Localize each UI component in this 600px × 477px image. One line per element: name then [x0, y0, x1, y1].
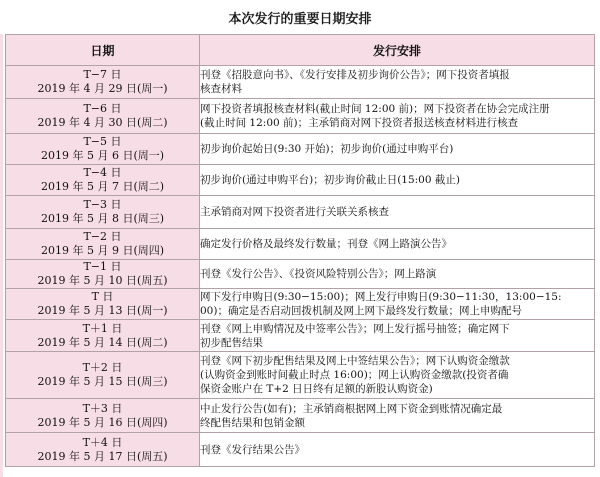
arrangement-line: 中止发行公告(如有)；主承销商根据网上网下资金到账情况确定最 [200, 402, 503, 415]
left-margin-strip [0, 34, 3, 477]
arrangement-cell [200, 260, 595, 289]
trade-day: T−3 日 [83, 198, 122, 211]
table-row [6, 260, 595, 289]
date-cell [6, 352, 200, 399]
calendar-date: 2019 年 5 月 14 日(周二) [37, 335, 168, 349]
table-row [6, 320, 595, 352]
date-cell [6, 289, 200, 320]
arrangement-cell [200, 165, 595, 196]
header-row [6, 35, 595, 66]
arrangement-line: 确定发行价格及最终发行数量；刊登《网上路演公告》 [200, 238, 452, 250]
table-row [6, 165, 595, 196]
table-row [6, 99, 595, 134]
table-row [6, 134, 595, 165]
table-title: 本次发行的重要日期安排 [0, 0, 600, 34]
table-row [6, 66, 595, 99]
arrangement-line: 初步配售结果 [200, 336, 263, 349]
trade-day: T 日 [91, 290, 114, 303]
calendar-date: 2019 年 5 月 9 日(周四) [40, 244, 165, 257]
arrangement-line: 主承销商对网下投资者进行关联关系核查 [200, 206, 389, 218]
trade-day: T＋1 日 [82, 321, 123, 335]
calendar-date: 2019 年 5 月 6 日(周一) [40, 149, 165, 162]
arrangement-line: 刊登《网下初步配售结果及网上中签结果公告》；网下认购资金缴款 [200, 355, 510, 367]
arrangement-line: 00)；确定是否启动回拨机制及网上网下最终发行数量；网上申购配号 [200, 305, 522, 317]
calendar-date: 2019 年 5 月 16 日(周四) [37, 415, 168, 429]
table-row [6, 289, 595, 320]
calendar-date: 2019 年 5 月 17 日(周五) [37, 449, 168, 463]
trade-day: T＋3 日 [82, 401, 123, 415]
date-cell [6, 99, 200, 134]
arrangement-line: 刊登《网上申购情况及中签率公告》；网上发行摇号抽签；确定网下 [200, 322, 510, 335]
table-row [6, 352, 595, 399]
calendar-date: 2019 年 5 月 8 日(周三) [40, 212, 165, 225]
trade-day: T−5 日 [83, 135, 122, 148]
calendar-date: 2019 年 5 月 7 日(周二) [40, 180, 165, 193]
trade-day: T−1 日 [83, 260, 122, 273]
trade-day: T−4 日 [83, 166, 122, 179]
schedule-table [5, 34, 595, 467]
date-cell [6, 229, 200, 260]
trade-day: T−6 日 [83, 102, 122, 115]
arrangement-cell [200, 399, 595, 433]
arrangement-line: 保资金账户在 T+2 日日终有足额的新股认购资金) [200, 383, 433, 395]
arrangement-cell [200, 433, 595, 467]
date-cell [6, 165, 200, 196]
date-cell [6, 399, 200, 433]
trade-day: T＋2 日 [82, 361, 123, 374]
arrangement-line: (认购资金到账时间截止时点 16:00)；网上认购资金缴款(投资者确 [200, 369, 509, 381]
arrangement-line: 网下投资者填报核查材料(截止时间 12:00 前)；网下投资者在协会完成注册 [200, 103, 550, 115]
date-cell [6, 134, 200, 165]
arrangement-cell [200, 196, 595, 229]
date-cell [6, 320, 200, 352]
arrangement-line: 刊登《发行公告》、《投资风险特别公告》；网上路演 [200, 268, 437, 280]
header-date: 日期 [6, 35, 200, 66]
arrangement-cell [200, 99, 595, 134]
arrangement-cell [200, 66, 595, 99]
arrangement-line: 核查材料 [200, 83, 242, 95]
table-row [6, 229, 595, 260]
calendar-date: 2019 年 4 月 29 日(周一) [37, 82, 168, 95]
table-body [6, 66, 595, 467]
calendar-date: 2019 年 5 月 10 日(周五) [37, 274, 168, 287]
arrangement-cell [200, 320, 595, 352]
trade-day: T＋4 日 [82, 435, 123, 449]
arrangement-cell [200, 134, 595, 165]
header-arrangement: 发行安排 [200, 35, 595, 66]
arrangement-cell [200, 229, 595, 260]
calendar-date: 2019 年 4 月 30 日(周二) [37, 116, 168, 129]
arrangement-line: 初步询价起始日(9:30 开始)；初步询价(通过申购平台) [200, 143, 454, 155]
arrangement-line: 初步询价(通过申购平台)；初步询价截止日(15:00 截止) [200, 174, 460, 186]
date-cell [6, 196, 200, 229]
table-row [6, 433, 595, 467]
arrangement-line: 终配售结果和包销金额 [200, 416, 305, 429]
arrangement-line: 刊登《发行结果公告》 [200, 443, 305, 456]
arrangement-line: 刊登《招股意向书》、《发行安排及初步询价公告》；网下投资者填报 [200, 69, 510, 81]
arrangement-line: (截止时间 12:00 前)；主承销商对网下投资者报送核查材料进行核查 [200, 117, 519, 129]
date-cell [6, 260, 200, 289]
trade-day: T−2 日 [83, 230, 122, 243]
trade-day: T−7 日 [83, 68, 122, 81]
arrangement-cell [200, 352, 595, 399]
arrangement-cell [200, 289, 595, 320]
calendar-date: 2019 年 5 月 15 日(周三) [37, 375, 168, 388]
date-cell [6, 66, 200, 99]
table-row [6, 399, 595, 433]
calendar-date: 2019 年 5 月 13 日(周一) [37, 304, 168, 317]
date-cell [6, 433, 200, 467]
table-row [6, 196, 595, 229]
arrangement-line: 网下发行申购日(9:30−15:00)；网上发行申购日(9:30−11:30，13:00−15: [200, 291, 562, 303]
